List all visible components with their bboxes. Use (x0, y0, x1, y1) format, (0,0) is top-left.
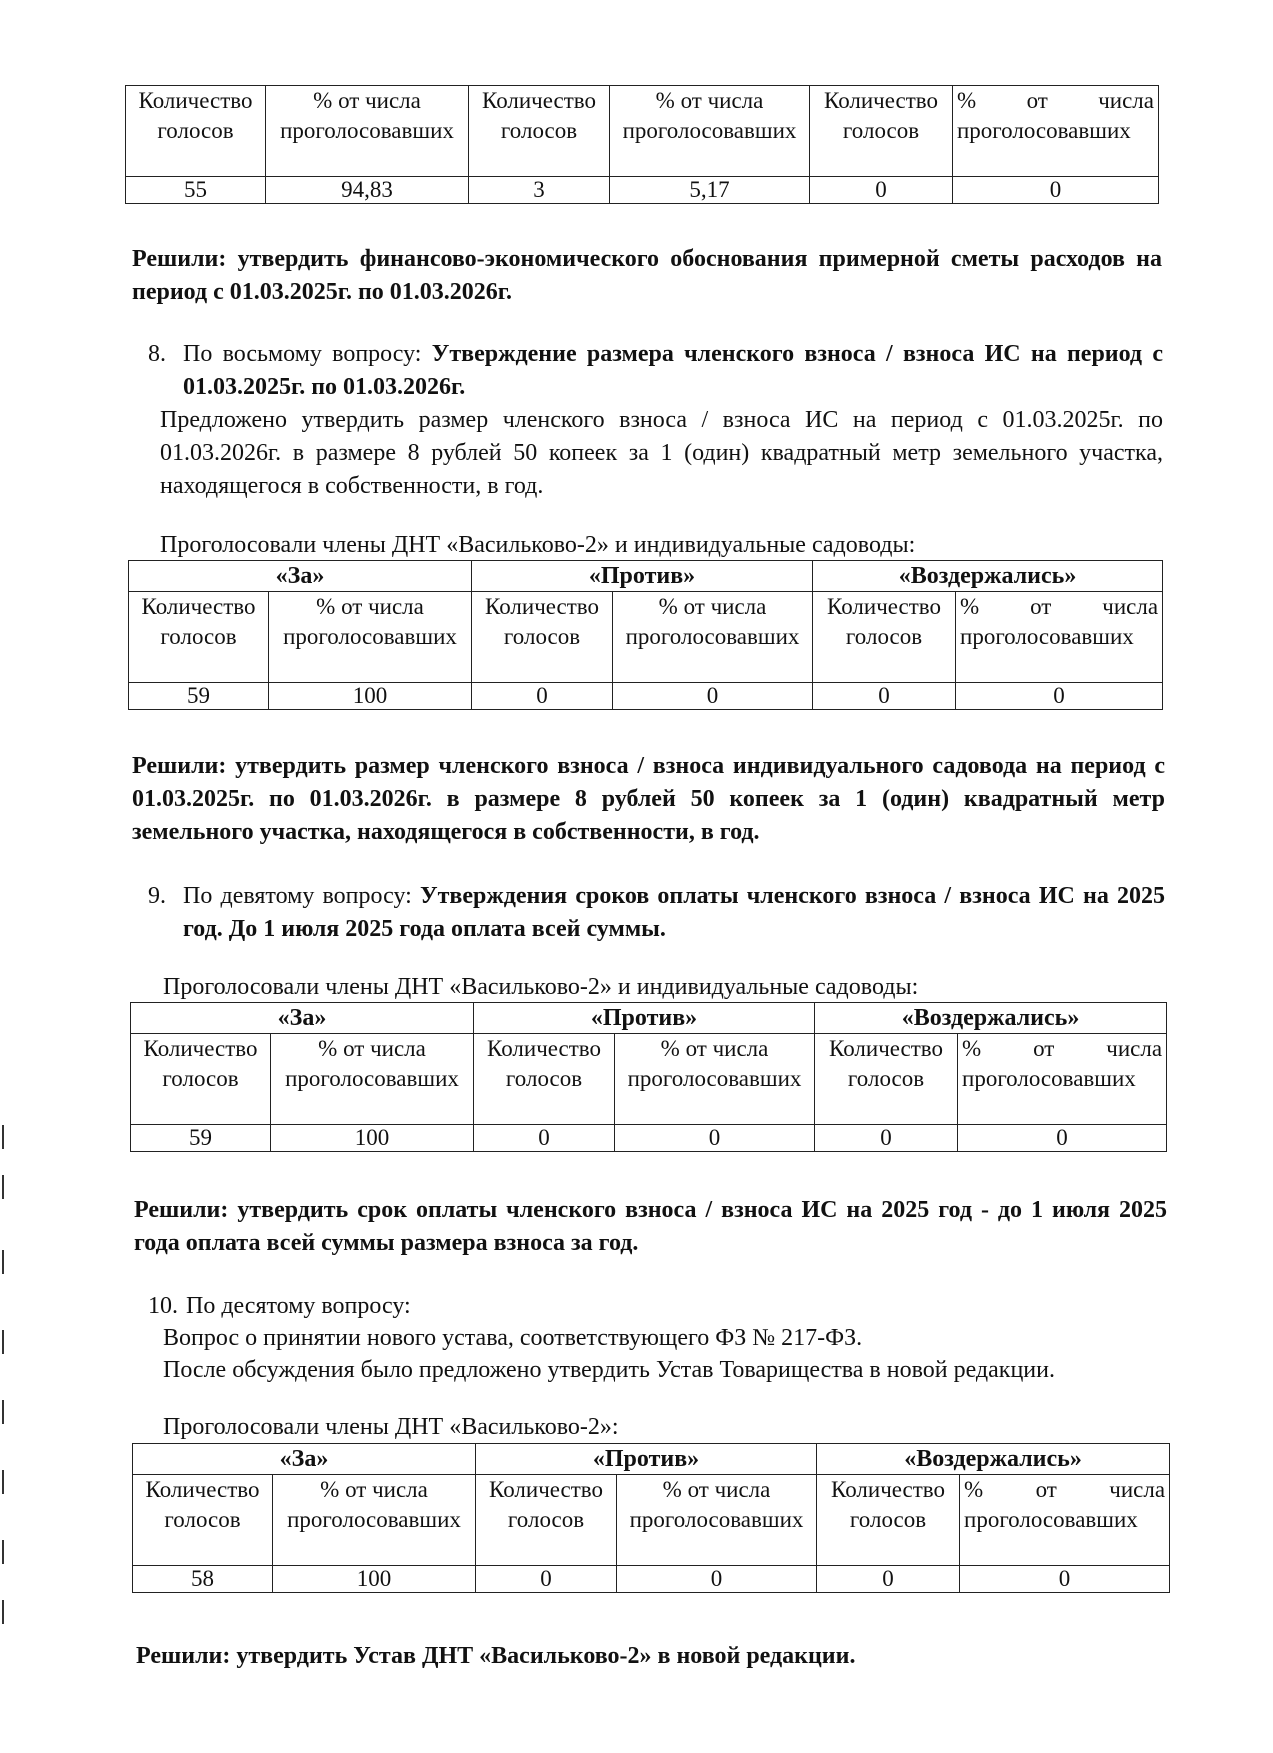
question-8-lead: По восьмому вопросу: (183, 341, 432, 367)
abstain-percent: 0 (958, 1125, 1167, 1152)
scan-edge-mark (2, 1250, 4, 1274)
abstain-count: 0 (815, 1125, 958, 1152)
table-header-row (126, 86, 1159, 177)
abstain-percent: 0 (960, 1566, 1170, 1593)
abstain-percent: 0 (953, 177, 1159, 204)
question-8-title: Утверждение размера членского взноса / взноса ИС на период с 01.03.2025г. по 01.03.2026г. (183, 341, 1163, 400)
percent-header: % от числа проголосовавших (269, 592, 472, 683)
percent-header: % от числа проголосовавших (266, 86, 469, 177)
table-group-row (129, 561, 1163, 592)
count-header: Количество голосов (126, 86, 266, 177)
for-percent: 100 (271, 1125, 474, 1152)
scan-edge-mark (2, 1540, 4, 1564)
group-for: «За» (131, 1003, 474, 1034)
scan-edge-mark (2, 1600, 4, 1624)
against-percent: 0 (615, 1125, 815, 1152)
table-group-row (131, 1003, 1167, 1034)
percent-header: % от числа проголосовавших (273, 1475, 476, 1566)
for-count: 59 (131, 1125, 271, 1152)
table-header-row (131, 1034, 1167, 1125)
percent-header: % от числа проголосовавших (958, 1034, 1167, 1125)
abstain-count: 0 (813, 683, 956, 710)
table-row (131, 1125, 1167, 1152)
abstain-count: 0 (810, 177, 953, 204)
for-percent: 94,83 (266, 177, 469, 204)
count-header: Количество голосов (131, 1034, 271, 1125)
for-count: 58 (133, 1566, 273, 1593)
scan-edge-mark (2, 1125, 4, 1149)
scan-edge-mark (2, 1470, 4, 1494)
against-count: 3 (469, 177, 610, 204)
against-percent: 5,17 (610, 177, 810, 204)
group-against: «Против» (472, 561, 813, 592)
for-percent: 100 (269, 683, 472, 710)
table-header-row (133, 1475, 1170, 1566)
percent-header: % от числа проголосовавших (960, 1475, 1170, 1566)
question-8-body: Предложено утвердить размер членского взноса / взноса ИС на период с 01.03.2025г. по 01.03.2026г. в размере 8 рублей 50 копеек за 1 (один) квадратный метр земельного участка, находящегося в собственности, в год. (160, 407, 1163, 499)
percent-header: % от числа проголосовавших (271, 1034, 474, 1125)
question-8-heading (183, 338, 1163, 404)
for-percent: 100 (273, 1566, 476, 1593)
question-9-title: Утверждения сроков оплаты членского взноса / взноса ИС на 2025 год. До 1 июля 2025 года оплата всей суммы. (183, 883, 1165, 942)
question-10-line1: Вопрос о принятии нового устава, соответствующего ФЗ № 217-ФЗ. (163, 1325, 863, 1351)
count-header: Количество голосов (472, 592, 613, 683)
against-count: 0 (472, 683, 613, 710)
question-number-8: 8. (148, 341, 166, 367)
for-count: 59 (129, 683, 269, 710)
against-count: 0 (476, 1566, 617, 1593)
count-header: Количество голосов (476, 1475, 617, 1566)
group-abstain: «Воздержались» (817, 1444, 1170, 1475)
percent-header: % от числа проголосовавших (610, 86, 810, 177)
question-number-9: 9. (148, 883, 166, 909)
vote-table-q8 (128, 560, 1163, 710)
for-count: 55 (126, 177, 266, 204)
percent-header: % от числа проголосовавших (615, 1034, 815, 1125)
group-against: «Против» (476, 1444, 817, 1475)
count-header: Количество голосов (810, 86, 953, 177)
vote-table-q9 (130, 1002, 1167, 1152)
count-header: Количество голосов (474, 1034, 615, 1125)
count-header: Количество голосов (815, 1034, 958, 1125)
against-percent: 0 (613, 683, 813, 710)
resolution-q7: Решили: утвердить финансово-экономического обоснования примерной сметы расходов на период с 01.03.2025г. по 01.03.2026г. (132, 246, 1162, 305)
table-group-row (133, 1444, 1170, 1475)
count-header: Количество голосов (133, 1475, 273, 1566)
table-row (126, 177, 1159, 204)
count-header: Количество голосов (129, 592, 269, 683)
group-abstain: «Воздержались» (815, 1003, 1167, 1034)
count-header: Количество голосов (817, 1475, 960, 1566)
count-header: Количество голосов (813, 592, 956, 683)
question-number-10: 10. (148, 1293, 178, 1319)
against-count: 0 (474, 1125, 615, 1152)
group-for: «За» (133, 1444, 476, 1475)
voted-caption-q10: Проголосовали члены ДНТ «Васильково-2»: (163, 1414, 619, 1440)
against-percent: 0 (617, 1566, 817, 1593)
resolution-q9: Решили: утвердить срок оплаты членского взноса / взноса ИС на 2025 год - до 1 июля 2025 года оплата всей суммы размера взноса за год. (134, 1197, 1167, 1256)
question-9-heading (183, 880, 1165, 946)
vote-table-q7 (125, 85, 1159, 204)
resolution-q10: Решили: утвердить Устав ДНТ «Васильково-2» в новой редакции. (136, 1643, 856, 1669)
abstain-count: 0 (817, 1566, 960, 1593)
count-header: Количество голосов (469, 86, 610, 177)
percent-header: % от числа проголосовавших (617, 1475, 817, 1566)
scan-edge-mark (2, 1330, 4, 1354)
vote-table-q10 (132, 1443, 1170, 1593)
group-abstain: «Воздержались» (813, 561, 1163, 592)
table-row (129, 683, 1163, 710)
voted-caption-q9: Проголосовали члены ДНТ «Васильково-2» и индивидуальные садоводы: (163, 974, 919, 1000)
question-9-lead: По девятому вопросу: (183, 883, 420, 909)
percent-header: % от числа проголосовавших (953, 86, 1159, 177)
percent-header: % от числа проголосовавших (956, 592, 1163, 683)
group-for: «За» (129, 561, 472, 592)
scan-edge-mark (2, 1400, 4, 1424)
abstain-percent: 0 (956, 683, 1163, 710)
voted-caption-q8: Проголосовали члены ДНТ «Васильково-2» и индивидуальные садоводы: (160, 532, 916, 558)
question-10-line2: После обсуждения было предложено утвердить Устав Товарищества в новой редакции. (163, 1357, 1055, 1383)
scan-edge-mark (2, 1175, 4, 1199)
question-10-lead: По десятому вопросу: (186, 1293, 411, 1319)
table-row (133, 1566, 1170, 1593)
resolution-q8: Решили: утвердить размер членского взноса / взноса индивидуального садовода на период с 01.03.2025г. по 01.03.2026г. в размере 8 рублей 50 копеек за 1 (один) квадратный метр земельного участка, находящегося в собственности, в год. (132, 753, 1165, 845)
table-header-row (129, 592, 1163, 683)
group-against: «Против» (474, 1003, 815, 1034)
percent-header: % от числа проголосовавших (613, 592, 813, 683)
